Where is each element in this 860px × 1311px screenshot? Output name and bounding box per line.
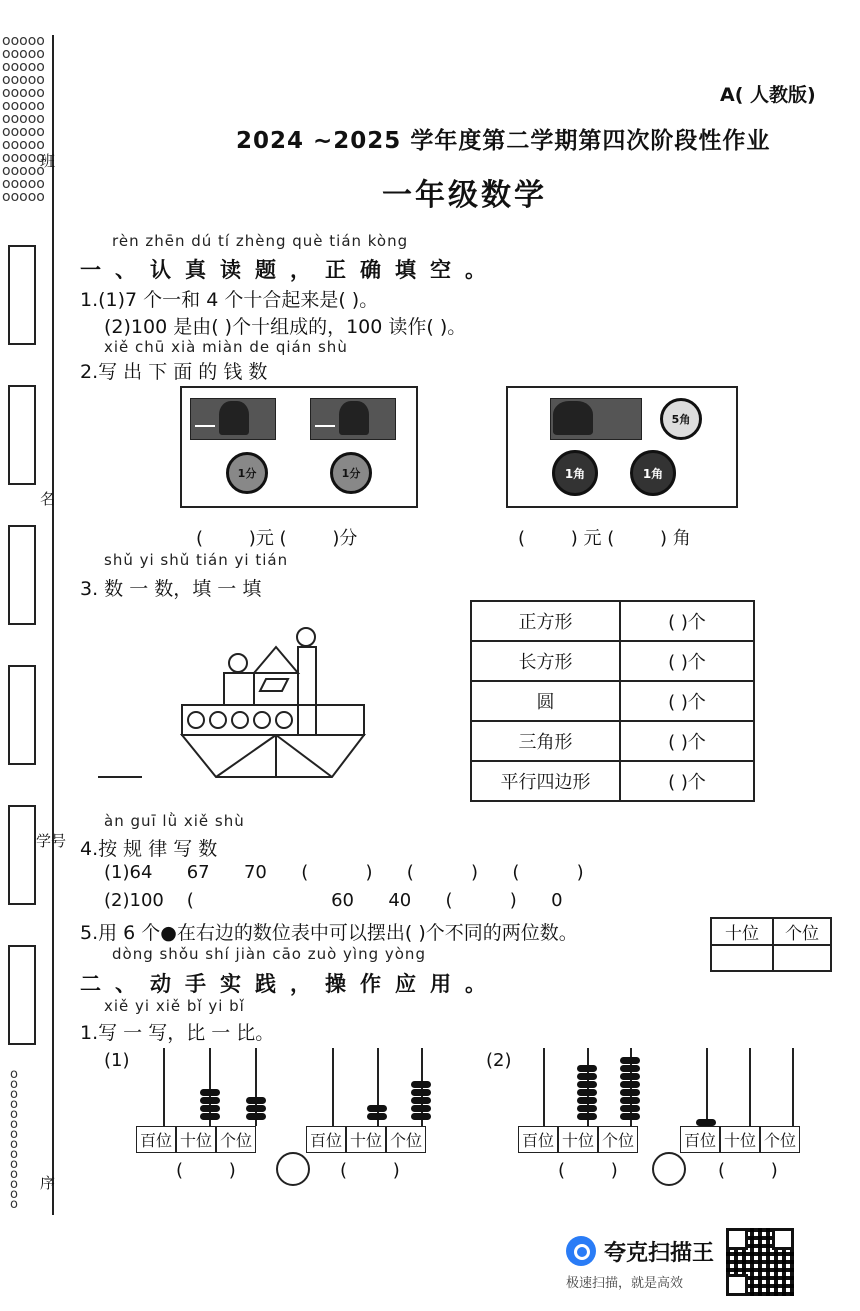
place-value-labels: 百位 十位 个位 (136, 1126, 256, 1153)
subject-title: 一年级数学 (382, 178, 547, 213)
q4-pinyin: àn guī lǜ xiě shù (104, 812, 245, 830)
q4-row2: (2)100 ( 60 40 ( ) 0 (104, 890, 563, 911)
ones-header: 个位 (774, 919, 830, 946)
page-title: 2024 ~2025 学年度第二学期第四次阶段性作业 (236, 128, 771, 154)
binding-field-box[interactable] (8, 245, 36, 345)
coin-image: 1分 (330, 452, 372, 494)
coin-image: 1角 (552, 450, 598, 496)
binding-field-box[interactable] (8, 385, 36, 485)
ship-ground-line (98, 776, 142, 778)
banknote-image (310, 398, 396, 440)
shape-count-blank[interactable]: ( )个 (620, 761, 754, 801)
coin-image: 1分 (226, 452, 268, 494)
tens-header: 十位 (712, 919, 774, 946)
q3-pinyin: shǔ yi shǔ tián yi tián (104, 551, 289, 569)
section2-heading: 二、动手实践，操作应用。 (80, 972, 500, 996)
binding-label-number: 学号 (36, 832, 67, 850)
binding-field-box[interactable] (8, 665, 36, 765)
shape-name: 长方形 (471, 641, 620, 681)
binding-field-box[interactable] (8, 945, 36, 1045)
shape-count-blank[interactable]: ( )个 (620, 681, 754, 721)
q2-answer-right: ( ) 元 ( ) 角 (518, 528, 691, 549)
answer-blank[interactable]: ( ) (176, 1160, 236, 1181)
shape-name: 圆 (471, 681, 620, 721)
watermark-slogan: 极速扫描，就是高效 (566, 1276, 684, 1291)
money-box-right (506, 386, 738, 508)
q2-prompt: 2.写 出 下 面 的 钱 数 (80, 361, 268, 383)
s2q1-pinyin: xiě yi xiě bǐ yi bǐ (104, 997, 245, 1015)
shape-count-blank[interactable]: ( )个 (620, 641, 754, 681)
table-row (471, 601, 754, 641)
place-value-labels: 百位 十位 个位 (680, 1126, 800, 1153)
quark-logo-icon (566, 1236, 596, 1266)
edition-label: A( 人教版) (720, 84, 816, 106)
binding-field-box[interactable] (8, 525, 36, 625)
money-box-left (180, 386, 418, 508)
shape-count-blank[interactable]: ( )个 (620, 601, 754, 641)
q5-prompt: 5.用 6 个●在右边的数位表中可以摆出( )个不同的两位数。 (80, 922, 578, 944)
section1-heading: 一、认真读题，正确填空。 (80, 258, 500, 282)
part2-label: (2) (486, 1050, 512, 1071)
place-value-labels: 百位 十位 个位 (306, 1126, 426, 1153)
section2-pinyin: dòng shǒu shí jiàn cāo zuò yìng yòng (112, 945, 426, 963)
q3-prompt: 3. 数 一 数，填 一 填 (80, 578, 262, 600)
table-row (471, 681, 754, 721)
q1-part1: 1.(1)7 个一和 4 个十合起来是( )。 (80, 289, 379, 311)
shape-count-blank[interactable]: ( )个 (620, 721, 754, 761)
part1-label: (1) (104, 1050, 130, 1071)
shape-name: 三角形 (471, 721, 620, 761)
q2-pinyin: xiě chū xià miàn de qián shù (104, 338, 348, 356)
table-row (471, 641, 754, 681)
coin-5-image: 5角 (660, 398, 702, 440)
q2-answer-left: ( )元 ( )分 (196, 528, 358, 549)
compare-circle[interactable] (652, 1152, 686, 1186)
binding-field-box[interactable] (8, 805, 36, 905)
binding-label-name: 名 (40, 490, 56, 508)
s2q1-prompt: 1.写 一 写，比 一 比。 (80, 1022, 275, 1044)
q4-prompt: 4.按 规 律 写 数 (80, 838, 218, 860)
compare-circle[interactable] (276, 1152, 310, 1186)
table-row (471, 761, 754, 801)
binding-holes: ooooo ooooo ooooo ooooo ooooo ooooo ooooo ooooo ooooo ooooo ooooo ooooo ooooo (2, 33, 45, 205)
answer-blank[interactable]: ( ) (558, 1160, 618, 1181)
q4-row1: (1)64 67 70 ( ) ( ) ( ) (104, 862, 584, 883)
binding-line (52, 35, 54, 1215)
q1-part2: (2)100 是由( )个十组成的，100 读作( )。 (104, 316, 467, 338)
tens-cell[interactable] (712, 946, 774, 970)
place-value-labels: 百位 十位 个位 (518, 1126, 638, 1153)
binding-label-class: 班 (40, 152, 56, 170)
qr-code-icon (726, 1228, 794, 1296)
section1-pinyin: rèn zhēn dú tí zhèng què tián kòng (112, 232, 409, 250)
shapes-count-table (470, 600, 755, 802)
shape-name: 平行四边形 (471, 761, 620, 801)
banknote-image (550, 398, 642, 440)
answer-blank[interactable]: ( ) (718, 1160, 778, 1181)
watermark-brand: 夸克扫描王 (604, 1241, 715, 1266)
shape-name: 正方形 (471, 601, 620, 641)
answer-blank[interactable]: ( ) (340, 1160, 400, 1181)
binding-holes-bottom: o o o o o o o o o o o o o o (10, 1067, 18, 1212)
table-row (471, 721, 754, 761)
ship-figure (176, 625, 376, 785)
ones-cell[interactable] (774, 946, 830, 970)
binding-label-seat: 序 (40, 1174, 56, 1192)
coin-image: 1角 (630, 450, 676, 496)
q5-place-table (710, 917, 832, 972)
banknote-image (190, 398, 276, 440)
